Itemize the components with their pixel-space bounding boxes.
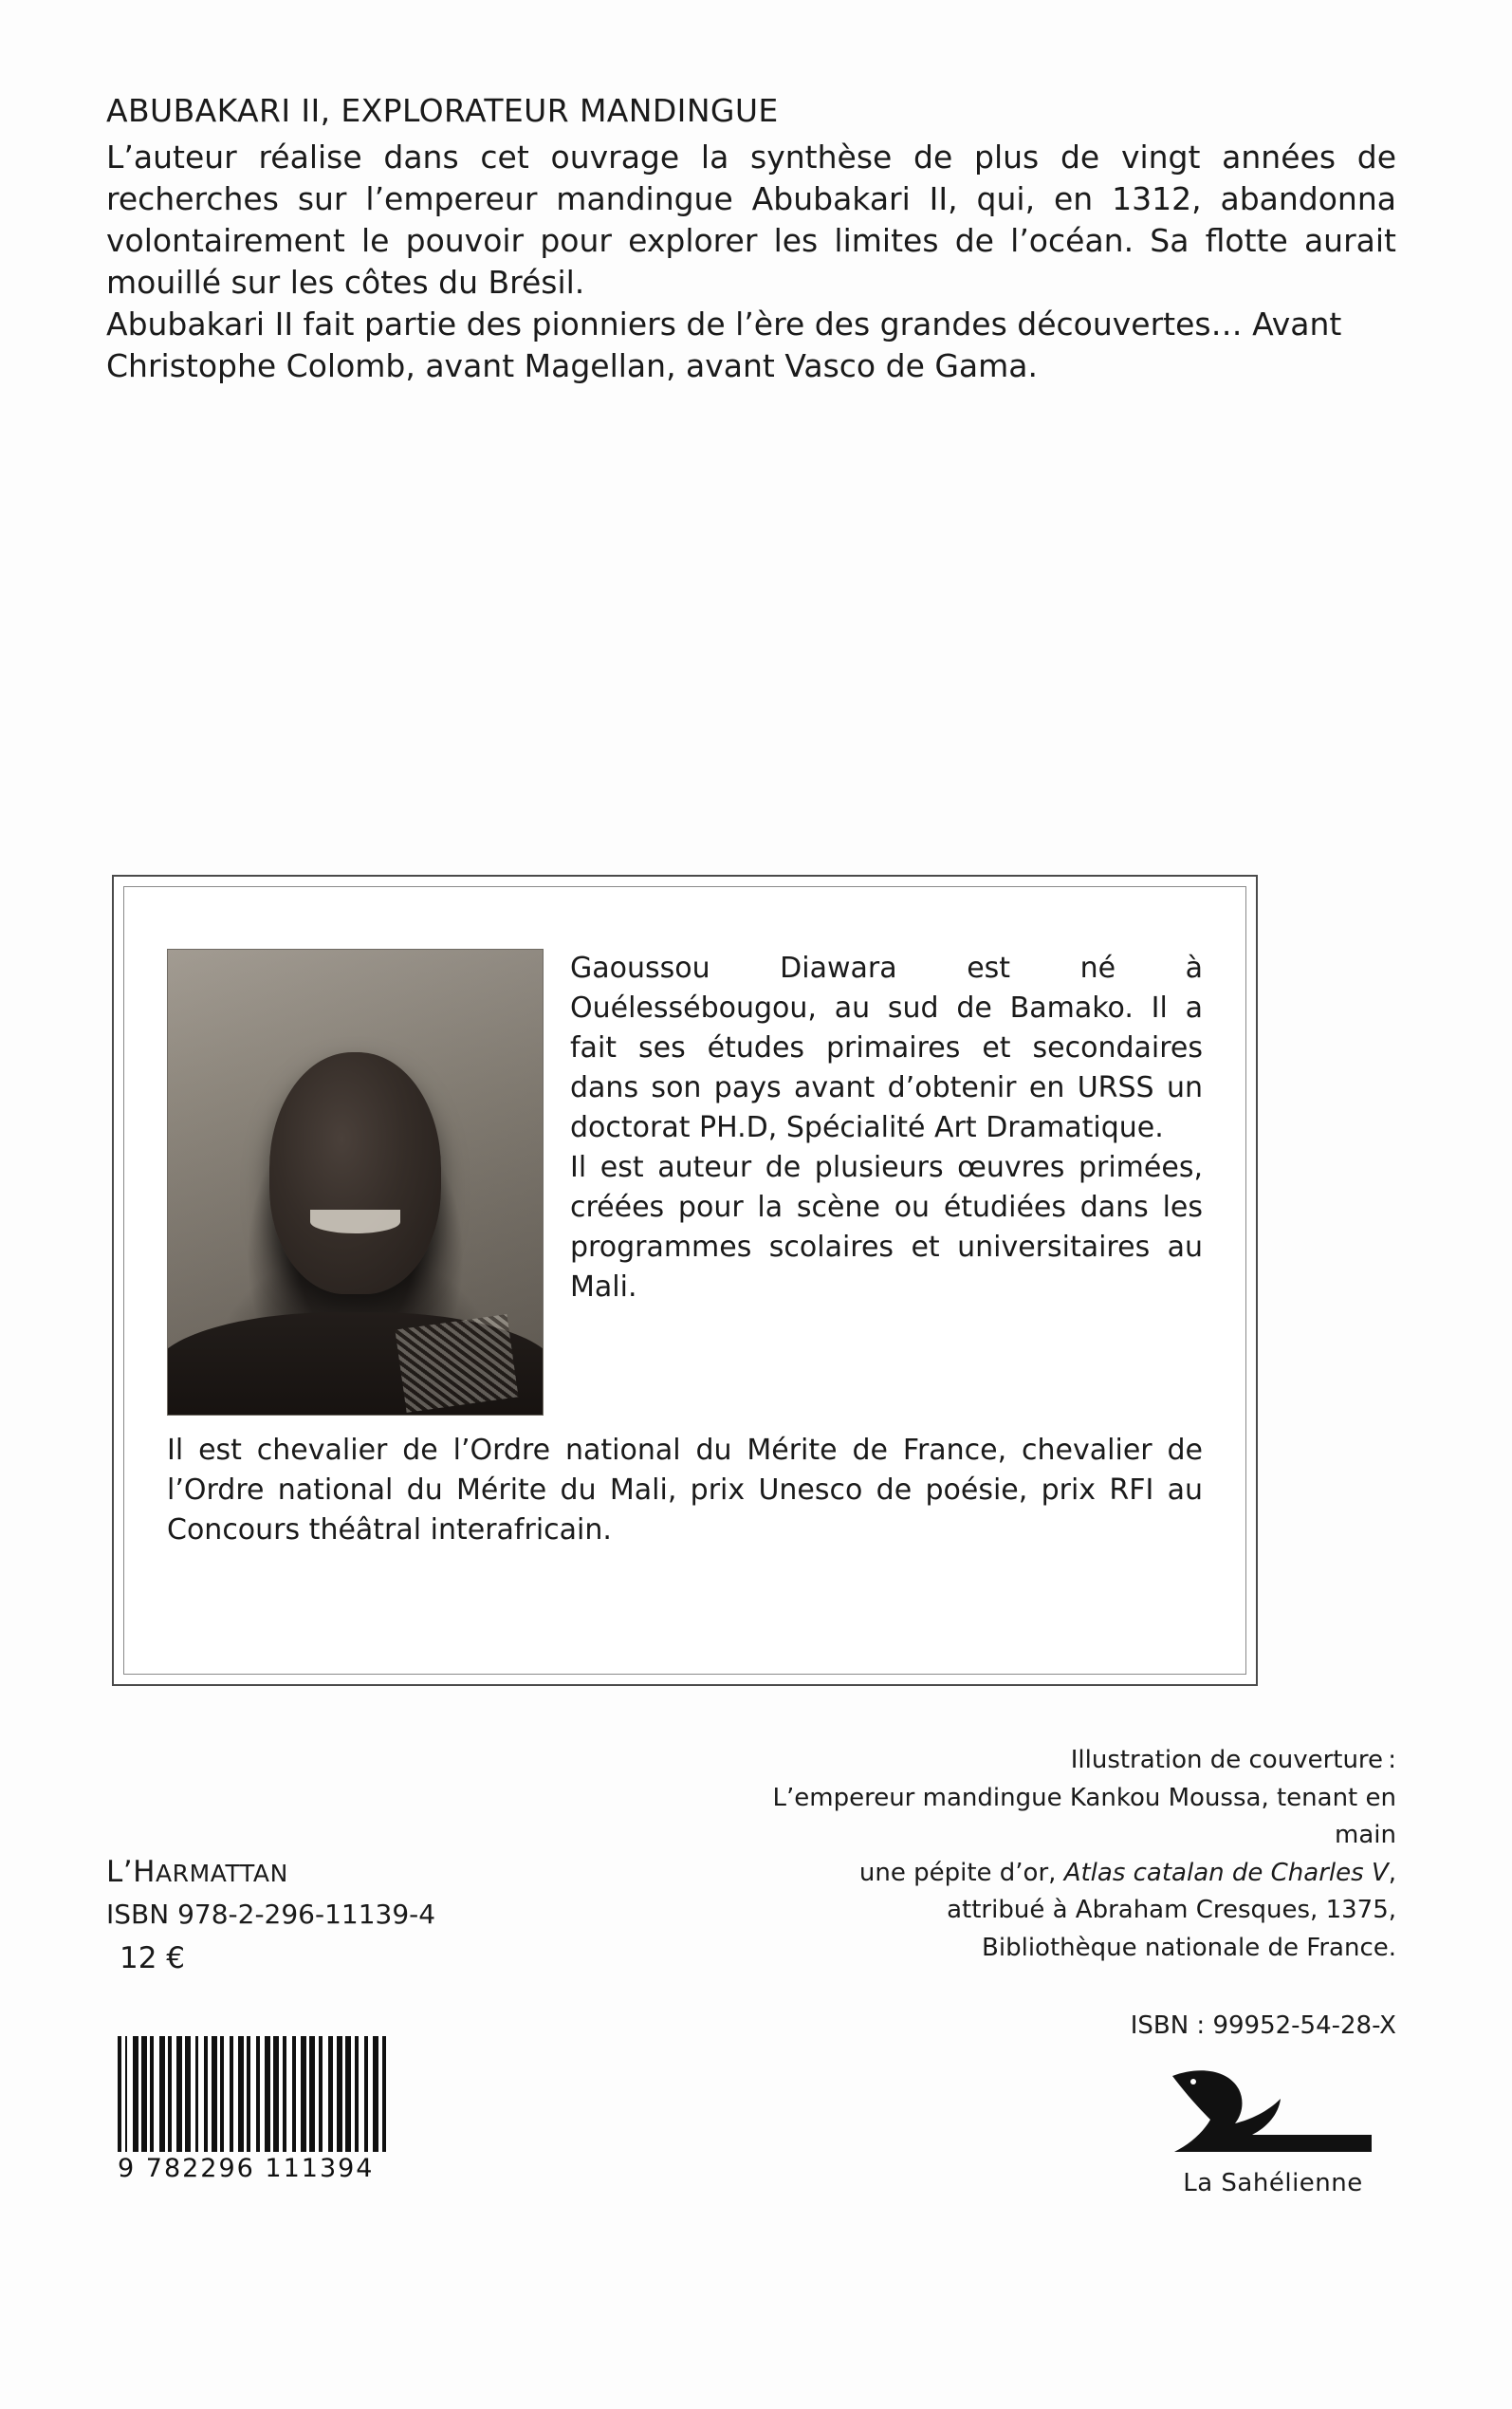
- credit-line-3: [713, 1855, 1396, 1893]
- blurb-section: [106, 91, 1396, 386]
- publisher-name-rest: ARMATTAN: [155, 1860, 288, 1887]
- blurb-paragraph-2: Abubakari II fait partie des pionniers de l’ère des grandes découvertes… Avant Christophe Colomb, avant Magellan, avant Vasco de Gama.: [106, 305, 1342, 384]
- author-bio-bottom-wrap: [167, 1421, 1203, 1550]
- author-biography-box: [112, 875, 1258, 1686]
- credit-line-3-post: ,: [1388, 1858, 1396, 1887]
- sahelienne-logo: [1150, 2065, 1396, 2197]
- author-content: [167, 949, 1203, 1550]
- credit-line-4: attribué à Abraham Cresques, 1375,: [947, 1896, 1396, 1925]
- publisher-block: [106, 1855, 694, 1975]
- publisher-name: [106, 1855, 694, 1889]
- publisher-name-first: L’H: [106, 1855, 156, 1889]
- isbn-sahelienne: ISBN : 99952-54-28-X: [1130, 2011, 1396, 2040]
- barcode-bars: [118, 2036, 389, 2152]
- portrait-face-shape: [269, 1052, 442, 1294]
- credit-line-5: Bibliothèque nationale de France.: [982, 1933, 1396, 1962]
- blurb-paragraph-1: L’auteur réalise dans cet ouvrage la synthèse de plus de vingt années de recherches sur l’empereur mandingue Abubakari II, qui, en 1312, abandonna volontairement le pouvoir pour explorer les limites de l’océan. Sa flotte aurait mouillé sur les côtes du Brésil.: [106, 139, 1396, 301]
- portrait-collar-shape: [395, 1314, 518, 1413]
- portrait-smile-shape: [310, 1210, 400, 1233]
- credit-line-3-pre: une pépite d’or,: [858, 1858, 1064, 1887]
- barcode-digits: 9 782296 111394: [118, 2154, 375, 2183]
- author-bio-top: Gaoussou Diawara est né à Ouélessébougou, au sud de Bamako. Il a fait ses études primaires et secondaires dans son pays avant d’obtenir en URSS un doctorat PH.D, Spécialité Art Dramatique.: [570, 952, 1203, 1144]
- isbn-harmattan: ISBN 978-2-296-11139-4: [106, 1899, 436, 1930]
- barcode: [118, 2036, 393, 2183]
- cover-illustration-credit: [713, 1742, 1396, 1967]
- author-bio-bottom: Il est chevalier de l’Ordre national du Mérite de France, chevalier de l’Ordre national du Mérite du Mali, prix Unesco de poésie, prix RFI au Concours théâtral interafricain.: [167, 1434, 1203, 1547]
- author-portrait-image: [167, 949, 544, 1416]
- author-bio-middle: Il est auteur de plusieurs œuvres primées, créées pour la scène ou étudiées dans les programmes scolaires et universitaires au Mali.: [570, 1151, 1203, 1304]
- sahelienne-mark: [1169, 2065, 1377, 2156]
- sahelienne-label: La Sahélienne: [1183, 2169, 1363, 2197]
- bird-icon: [1169, 2065, 1377, 2156]
- credit-line-1: Illustration de couverture :: [1070, 1746, 1396, 1774]
- credit-line-3-title: Atlas catalan de Charles V: [1063, 1858, 1389, 1887]
- page-title: ABUBAKARI II, EXPLORATEUR MANDINGUE: [106, 92, 779, 129]
- credit-line-2: L’empereur mandingue Kankou Moussa, tenant en main: [772, 1783, 1396, 1850]
- price-label: 12 €: [120, 1941, 186, 1975]
